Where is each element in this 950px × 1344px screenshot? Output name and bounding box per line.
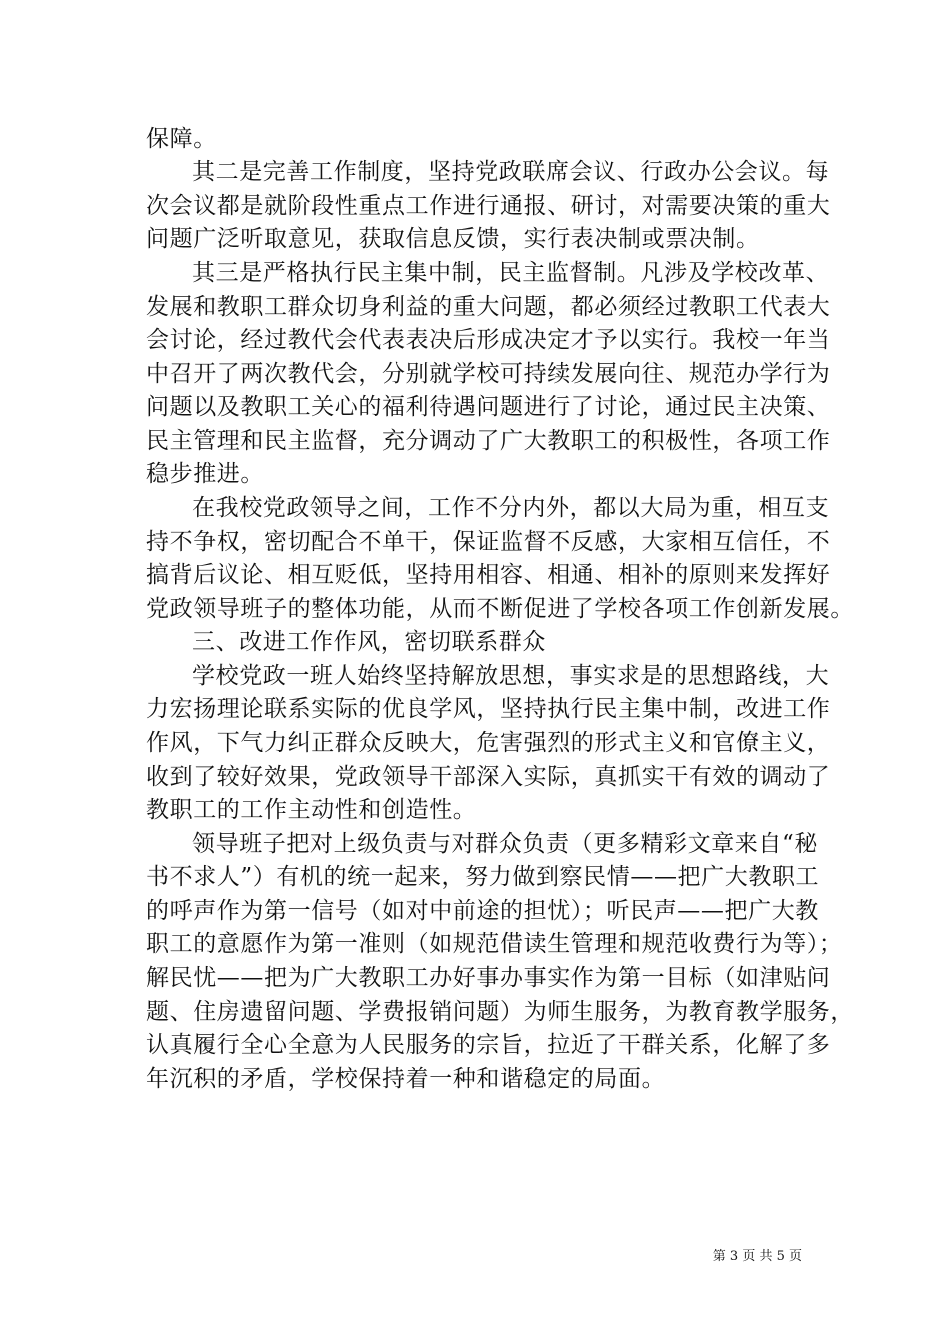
text-line: 稳步推进。 xyxy=(146,461,264,487)
text-line: 搞背后议论、相互贬低，坚持用相容、相通、相补的原则来发挥好 xyxy=(146,562,831,588)
text-line: 收到了较好效果，党政领导干部深入实际，真抓实干有效的调动了 xyxy=(146,764,831,790)
text-line: 问题广泛听取意见，获取信息反馈，实行表决制或票决制。 xyxy=(146,226,760,252)
text-line: 中召开了两次教代会，分别就学校可持续发展向往、规范办学行为 xyxy=(146,361,831,387)
text-line: 职工的意愿作为第一准则（如规范借读生管理和规范收费行为等）； xyxy=(146,931,843,957)
page-number: 第 3 页 共 5 页 xyxy=(712,1249,802,1264)
text-line: 在我校党政领导之间，工作不分内外，都以大局为重，相互支 xyxy=(192,495,830,521)
text-line: 书不求人”）有机的统一起来，努力做到察民情——把广大教职工 xyxy=(146,864,820,890)
text-line: 领导班子把对上级负责与对群众负责（更多精彩文章来自“秘 xyxy=(192,831,818,857)
text-line: 年沉积的矛盾，学校保持着一种和谐稳定的局面。 xyxy=(146,1066,666,1092)
text-line: 其三是严格执行民主集中制，民主监督制。凡涉及学校改革、 xyxy=(192,260,830,286)
text-line: 解民忧——把为广大教职工办好事办事实作为第一目标（如津贴问 xyxy=(146,965,831,991)
text-line: 次会议都是就阶段性重点工作进行通报、研讨，对需要决策的重大 xyxy=(146,193,831,219)
text-line: 发展和教职工群众切身利益的重大问题，都必须经过教职工代表大 xyxy=(146,294,831,320)
text-line: 会讨论，经过教代会代表表决后形成决定才予以实行。我校一年当 xyxy=(146,327,831,353)
text-line: 作风，下气力纠正群众反映大，危害强烈的形式主义和官僚主义， xyxy=(146,730,831,756)
text-line: 持不争权，密切配合不单干，保证监督不反感，大家相互信任，不 xyxy=(146,529,831,555)
text-line: 题、住房遗留问题、学费报销问题）为师生服务，为教育教学服务， xyxy=(146,999,854,1025)
text-line: 党政领导班子的整体功能，从而不断促进了学校各项工作创新发展。 xyxy=(146,596,854,622)
text-line: 力宏扬理论联系实际的优良学风，坚持执行民主集中制，改进工作 xyxy=(146,696,831,722)
text-line: 的呼声作为第一信号（如对中前途的担忧）；听民声——把广大教 xyxy=(146,898,819,924)
text-line: 教职工的工作主动性和创造性。 xyxy=(146,797,477,823)
text-line: 民主管理和民主监督，充分调动了广大教职工的积极性，各项工作 xyxy=(146,428,831,454)
text-line: 问题以及教职工关心的福利待遇问题进行了讨论，通过民主决策、 xyxy=(146,394,831,420)
text-line: 学校党政一班人始终坚持解放思想，事实求是的思想路线，大 xyxy=(192,663,830,689)
text-line: 认真履行全心全意为人民服务的宗旨，拉近了干群关系，化解了多 xyxy=(146,1032,831,1058)
section-heading: 三、改进工作作风，密切联系群众 xyxy=(192,629,546,655)
text-line: 保障。 xyxy=(146,126,217,152)
text-line: 其二是完善工作制度，坚持党政联席会议、行政办公会议。每 xyxy=(192,159,830,185)
